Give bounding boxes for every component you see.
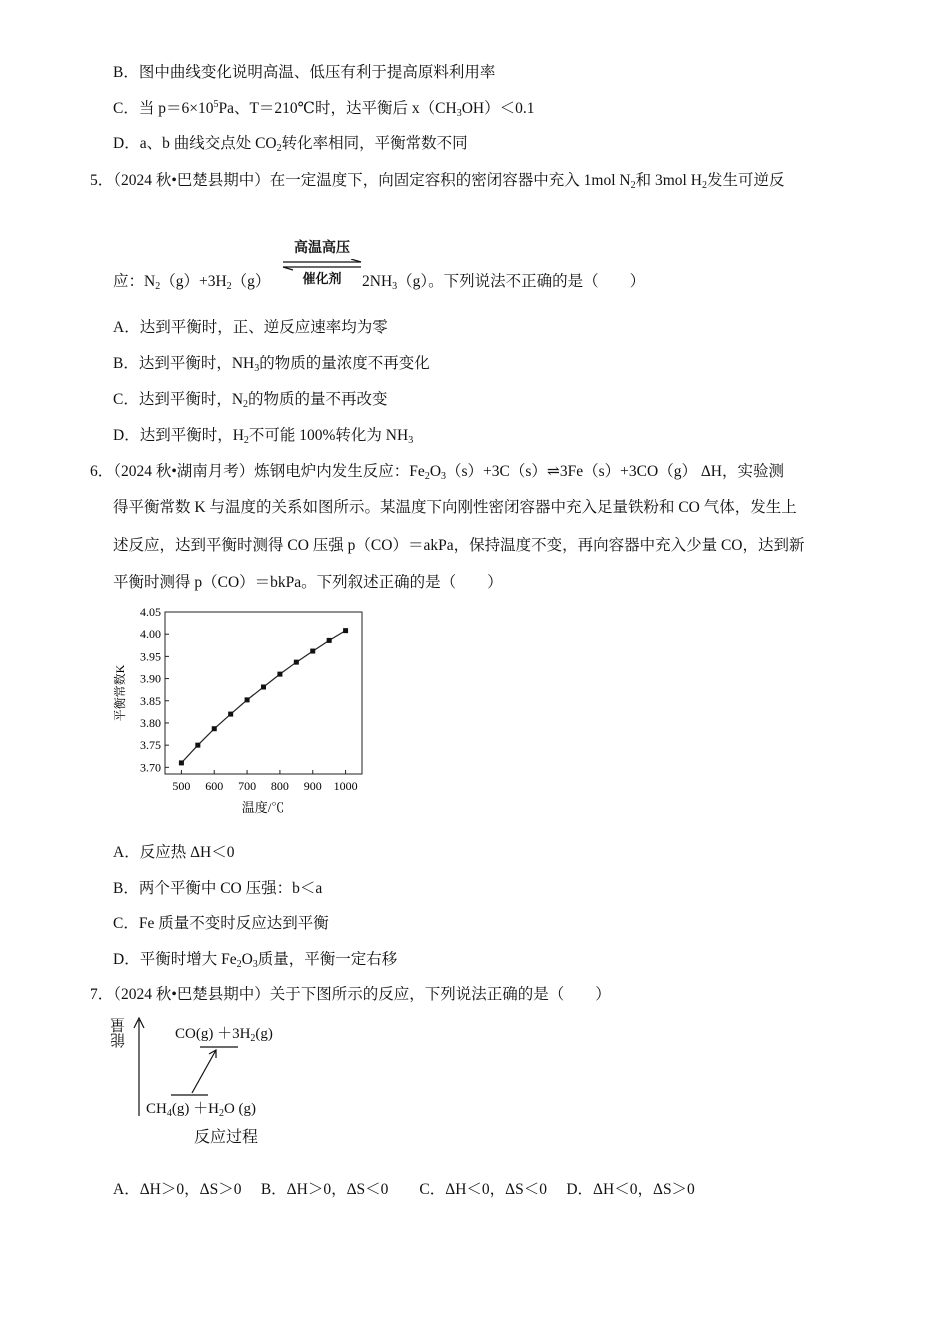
q4-option-b: B．图中曲线变化说明高温、低压有利于提高原料利用率 (113, 64, 496, 81)
y-tick-label: 3.85 (140, 693, 161, 708)
q4-option-d: D．a、b 曲线交点处 $CO_2$转化率相同，平衡常数不同 (113, 135, 468, 154)
q5-option-d: D．达到平衡时，$H_2$不可能 100%转化为 $NH_3$ (113, 427, 414, 446)
q6-stem-line2: 得平衡常数 K 与温度的关系如图所示。某温度下向刚性密闭容器中充入足量铁粉和 CO 气体，发生上 (113, 499, 797, 516)
y-tick-label: 3.95 (140, 649, 161, 664)
reaction-arrow (281, 237, 363, 289)
equilibrium-constant-chart (106, 600, 368, 822)
q5-stem-line1: 5．（2024 秋•巴楚县期中）在一定温度下，向固定容积的密闭容器中充入 1mol $N_2$和 3mol $H_2$发生可逆反 (90, 172, 785, 191)
x-tick-label: 800 (270, 779, 289, 793)
q6-option-a: A．反应热 ΔH＜0 (113, 844, 235, 861)
q5-option-c: C．达到平衡时，$N_2$的物质的量不再改变 (113, 391, 388, 410)
chart-data-point (294, 660, 299, 665)
x-tick-label: 700 (238, 779, 257, 793)
x-tick-label: 900 (303, 779, 322, 793)
chart-data-point (245, 697, 250, 702)
y-tick-label: 3.75 (140, 738, 161, 753)
y-tick-label: 3.80 (140, 715, 161, 730)
y-tick-label: 3.70 (140, 760, 161, 775)
reaction-condition-bottom: 催化剂 (302, 272, 342, 287)
reaction-process-label: 反应过程 (194, 1129, 259, 1146)
chart-data-point (212, 726, 217, 731)
chart-data-point (310, 649, 315, 654)
chart-y-label: 平衡常数K (113, 664, 127, 722)
y-tick-label: 3.90 (140, 671, 161, 686)
chart-series-line (181, 631, 345, 763)
q7-stem: 7．（2024 秋•巴楚县期中）关于下图所示的反应，下列说法正确的是（ ） (90, 986, 611, 1003)
q5-stem-line2-right: $2NH_3(g)$。下列说法不正确的是（ ） (362, 273, 646, 292)
q5-option-a: A．达到平衡时，正、逆反应速率均为零 (113, 319, 388, 336)
y-tick-label: 4.05 (140, 605, 161, 619)
q6-stem-line4: 平衡时测得 p（CO）＝bkPa。下列叙述正确的是（ ） (113, 574, 503, 591)
reactants-label: $CH_4(g) +H_2O$ (g) (146, 1101, 257, 1119)
x-tick-label: 500 (172, 779, 191, 793)
chart-data-point (195, 743, 200, 748)
chart-frame (165, 612, 362, 774)
chart-data-point (261, 685, 266, 690)
q6-stem-line1: 6．（2024 秋•湖南月考）炼钢电炉内发生反应：$Fe_2O_3(s)+3C(s)\rightleftharpoons 3Fe(s)+3CO(g)$ ΔH，实验测 (90, 463, 784, 482)
energy-axis-label: 能量 (111, 1018, 127, 1048)
reaction-path (192, 1050, 216, 1093)
chart-svg (106, 600, 368, 822)
chart-data-point (277, 672, 282, 677)
q4-option-c: C．当 $p=6\times 10^5Pa$、T＝210℃时，达平衡后 $x(CH_3OH)<0.1$ (113, 99, 535, 119)
x-tick-label: 1000 (333, 779, 358, 793)
q6-option-b: B．两个平衡中 CO 压强：b＜a (113, 880, 323, 897)
q5-option-b: B．达到平衡时，$NH_3$的物质的量浓度不再变化 (113, 355, 430, 374)
y-tick-label: 4.00 (140, 627, 161, 642)
q6-stem-line3: 述反应，达到平衡时测得 CO 压强 p（CO）＝akPa，保持温度不变，再向容器中充入少量 CO，达到新 (113, 537, 805, 554)
q6-option-d: D．平衡时增大 $Fe_2O_3$质量，平衡一定右移 (113, 951, 398, 970)
chart-data-point (228, 712, 233, 717)
chart-data-point (327, 638, 332, 643)
q7-options: A．ΔH＞0，ΔS＞0 B．ΔH＞0，ΔS＜0 C．ΔH＜0，ΔS＜0 D．ΔH＜0，ΔS＞0 (113, 1181, 695, 1198)
energy-diagram (108, 1012, 308, 1152)
q6-option-c: C．Fe 质量不变时反应达到平衡 (113, 915, 329, 932)
products-label: $CO(g) +3H_2(g)$ (175, 1026, 273, 1044)
chart-data-point (343, 628, 348, 633)
q5-stem-line2-left: 应：$N_2(g)+3H_2(g)$ (113, 273, 271, 292)
chart-x-label: 温度/℃ (241, 800, 285, 815)
chart-data-point (179, 760, 184, 765)
reaction-condition-top: 高温高压 (294, 240, 350, 256)
x-tick-label: 600 (205, 779, 224, 793)
